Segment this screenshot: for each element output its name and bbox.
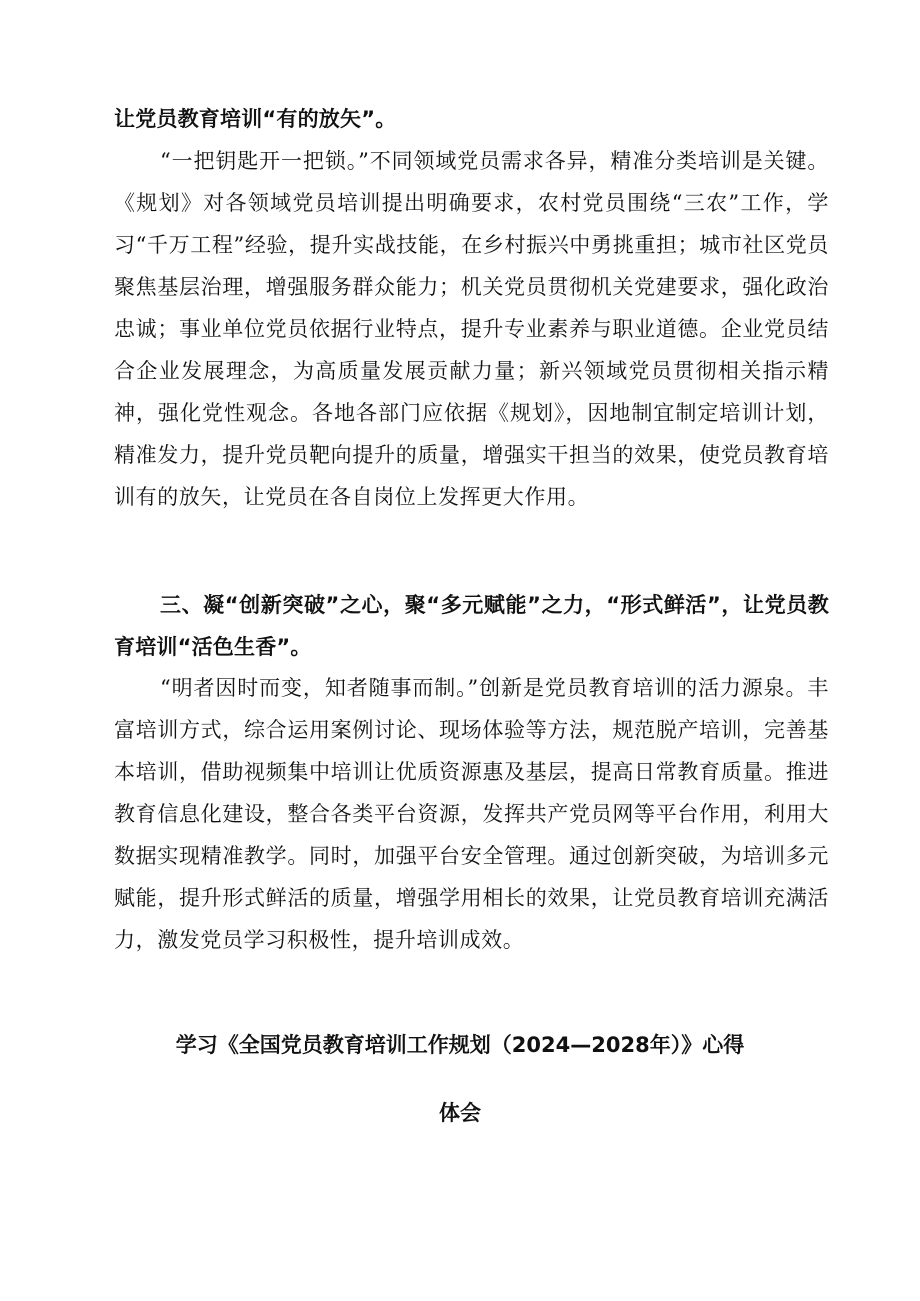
section-two-heading-tail: 让党员教育培训“有的放矢”。 bbox=[114, 107, 397, 131]
next-article-title: 学习《全国党员教育培训工作规划（2024—2028年）》心得 bbox=[175, 1033, 745, 1057]
body-paragraph-innovation: “明者因时而变，知者随事而制。”创新是党员教育培训的活力源泉。丰富培训方式，综合运用案例讨论、现场体验等方法，规范脱产培训，完善基本培训，借助视频集中培训让优质资源惠及基层，提高日常教育质量。推进教育信息化建设，整合各类平台资源，发挥共产党员网等平台作用，利用大数据实现精准教学。同时，加强平台安全管理。通过创新突破，为培训多元赋能，提升形式鲜活的质量，增强学用相长的效果，让党员教育培训充满活力，激发党员学习积极性，提升培训成效。 bbox=[114, 676, 829, 952]
next-article-title-continued: 体会 bbox=[439, 1101, 481, 1125]
body-paragraph-classified-training: “一把钥匙开一把锁。”不同领域党员需求各异，精准分类培训是关键。《规划》对各领域党员培训提出明确要求，农村党员围绕“三农”工作，学习“千万工程”经验，提升实战技能，在乡村振兴中勇挑重担；城市社区党员聚焦基层治理，增强服务群众能力；机关党员贯彻机关党建要求，强化政治忠诚；事业单位党员依据行业特点，提升专业素养与职业道德。企业党员结合企业发展理念，为高质量发展贡献力量；新兴领域党员贯彻相关指示精神，强化党性观念。各地各部门应依据《规划》，因地制宜制定培训计划，精准发力，提升党员靶向提升的质量，增强实干担当的效果，使党员教育培训有的放矢，让党员在各自岗位上发挥更大作用。 bbox=[114, 149, 829, 509]
section-three-heading: 三、凝“创新突破”之心，聚“多元赋能”之力，“形式鲜活”，让党员教育培训“活色生香”。 bbox=[114, 593, 829, 659]
